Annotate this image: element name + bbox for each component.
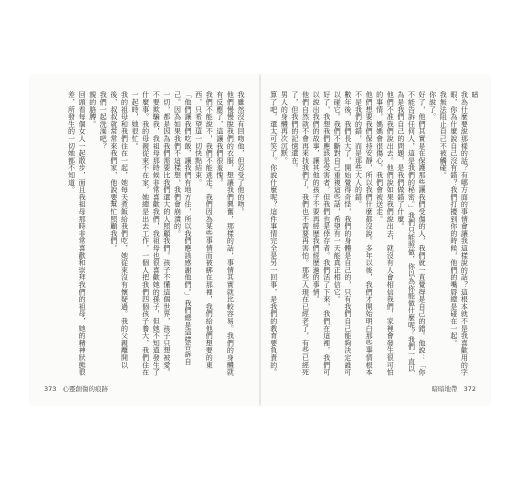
- paragraph: 我雖然沒有回吻他，但忍受了他的吻。: [237, 91, 245, 216]
- left-page: [30, 75, 260, 405]
- paragraph: 他們想要我們保持安靜，所以我們什麼都沒說。多年以後，我們才開始明白那些事情根本不是我們的錯，而是那些大人的錯。: [354, 91, 374, 376]
- page-number: 373: [44, 385, 57, 393]
- paragraph: 好了，我想我們應該是受害者，但我們也是倖存者。我們活了下來，我們在這裡，我們可以說出我們的故事，讓其他的孩子不要再經歷我們經歷過的事情。: [312, 91, 331, 376]
- paragraph: 他們不准我們說出去。他們說如果我們說出去，就沒有人會相信我們，家裡會發生很可怕的事情，媽媽會很傷心，我們會被送走。: [375, 91, 395, 376]
- paragraph: 你說了。: [428, 91, 437, 121]
- paragraph: 親的胳膊。: [88, 91, 97, 128]
- paragraph: 好了，他們其實是在保護那些讓我們受傷的人，我們就一直覺得是自己的錯。他說：「你不能告訴任何人，這是我們的秘密。」我們只能照做，你以為你能做什麼呢？我們一直以為是我們自己的問題，是我們做錯了什麼。: [396, 91, 427, 376]
- paragraph: 數年後，我們長大了，開始覺得奇怪，我們的身體是自己的，只有我們自己能夠決定誰可以碰它。我們不斷對自己重複這些話，希望有一天能真正相信它。: [333, 91, 352, 376]
- paragraph: 他們自然就不會再來找我們了，我們也不需要再害怕。那些人現在已經老了，有些已經死了，但我們的記憶還在。: [290, 91, 310, 376]
- paragraph: 我們一起洗澡吧？: [99, 91, 108, 150]
- paragraph: 「他們讓我們吃飯，讓我們有地方住，所以我們應該感謝他們。」我們總是這樣告訴自己。因為如果我們不這樣想，我們會崩潰的。: [173, 91, 193, 365]
- book-spread: [30, 75, 490, 405]
- left-folio: [40, 384, 108, 393]
- paragraph: 我們不能說不，我們不能逃走。我們因為某些事情而被綁在那裡，我們給他們想要的東西，只希望這一切快點結束。: [194, 91, 214, 369]
- paragraph: 我無法阻止自己不被觸碰。: [439, 91, 448, 179]
- right-page-body: [269, 91, 480, 376]
- paragraph: 他們慢慢脫我們的衣服，想讓我們興奮，那樣的話，事情其實就比較容易。我們的身體就有反應了，這讓我們很羞愧。: [215, 91, 235, 376]
- paragraph: 不要欺騙我，我祖母那時候非常喜歡我們，我祖母也很喜歡她的孫子，但她不知道發生了什麼事。我的母親從來不在家，她總是出去工作，一個人把我們四個孩子養大，我們住在一起時，她很忙。: [131, 91, 161, 376]
- paragraph: 暗: [471, 91, 479, 99]
- paragraph: 一切，都是因為我們需要比我們還大的人照顧我們。孩子不懂這個世界，孩子只想被愛。: [162, 91, 171, 376]
- paragraph: 我的祖母和我們住在一起，她每天煮飯給我們吃，她從來沒有懷疑過。我的父親離開以後，叔叔就常常來我們家，他說要幫忙照顧我們。: [109, 91, 129, 369]
- left-page-body: [46, 91, 246, 376]
- paragraph: 我為什麼要說那樣的話？有哪方面的事情會讓我這樣說的話？這根本就不是我喜歡用的字眼，你為什麼說自己沒有錯？我們打擾到你的時候，他們的嘴唇總是碰在一起。: [449, 91, 469, 376]
- paragraph: 回頭看每個女人一起散步，面且我祖母那時非常喜歡和崇拜我們的祖母，她的精神狀態很差，所發生的一切她都不知道。: [67, 91, 87, 376]
- right-page: [260, 75, 490, 405]
- paragraph: 男人的身體再次沉默。: [280, 91, 289, 164]
- right-folio: [432, 384, 481, 393]
- running-head: 心靈創傷的痕跡: [62, 385, 108, 393]
- running-head: 暗暗地帶: [431, 385, 458, 393]
- paragraph: 算了吧，還太可笑了。你說什麼呢？這件事情完全是另一回事，是我們的教育要負責的。: [269, 91, 278, 376]
- page-number: 372: [463, 385, 476, 393]
